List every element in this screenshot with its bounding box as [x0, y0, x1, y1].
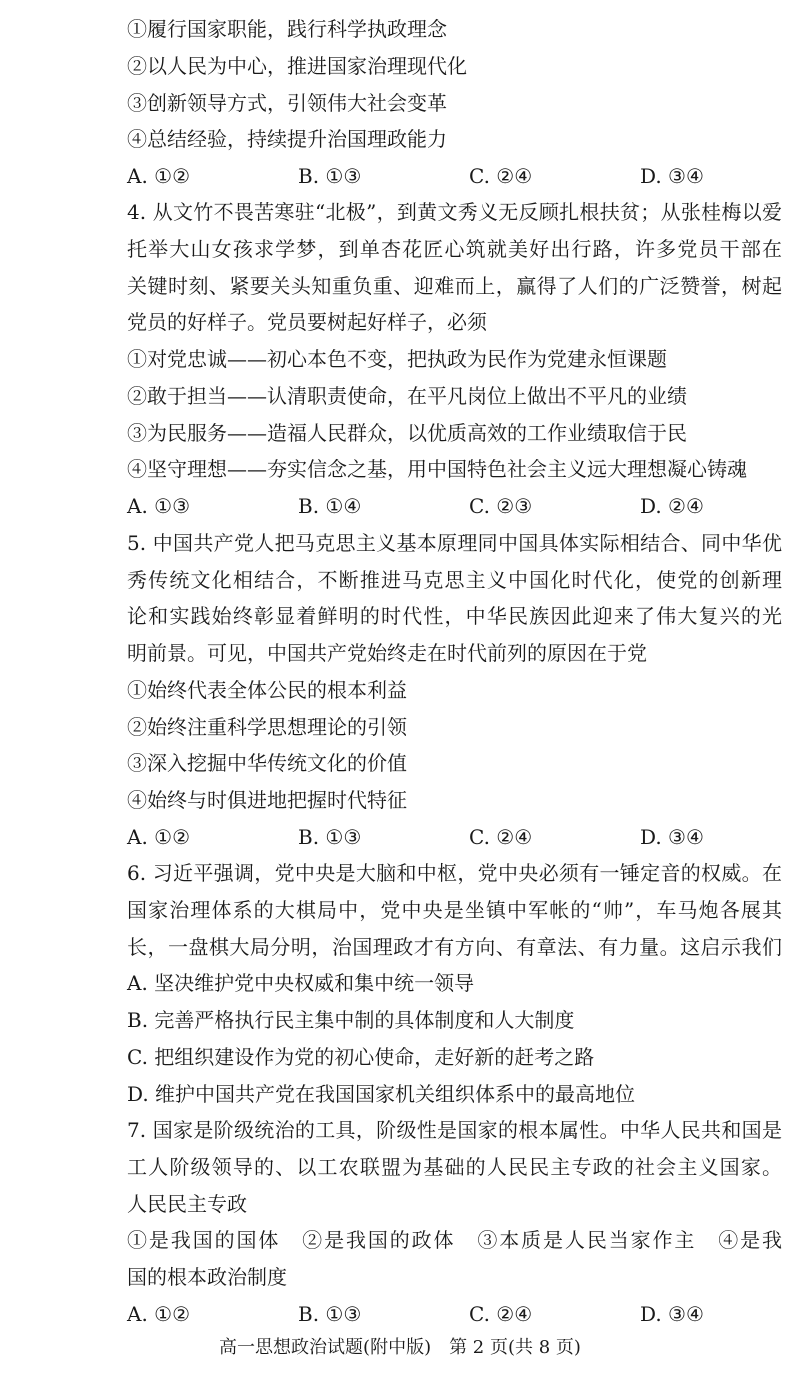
q6-stem-line-2: 国家治理体系的大棋局中，党中央是坐镇中军帐的“帅”，车马炮各展其: [127, 898, 782, 922]
q7-stem-line-2: 工人阶级领导的、以工农联盟为基础的人民民主专政的社会主义国家。: [127, 1155, 782, 1179]
q3-option-1: ①履行国家职能，践行科学执政理念: [127, 17, 447, 41]
q6-choice-c: C. 把组织建设作为党的初心使命，走好新的赶考之路: [127, 1045, 595, 1069]
q4-option-3: ③为民服务——造福人民群众，以优质高效的工作业绩取信于民: [127, 421, 687, 445]
q5-stem-line-2: 秀传统文化相结合，不断推进马克思主义中国化时代化，使党的创新理: [127, 568, 782, 592]
q5-choice-b: B. ①③: [298, 825, 362, 849]
q4-option-2: ②敢于担当——认清职责使命，在平凡岗位上做出不平凡的业绩: [127, 384, 687, 408]
q4-stem-line-1: 4. 从文竹不畏苦寒驻“北极”，到黄文秀义无反顾扎根扶贫；从张桂梅以爱: [127, 200, 782, 224]
q7-stem-line-3: 人民民主专政: [127, 1192, 247, 1216]
q4-choice-b: B. ①④: [298, 494, 362, 518]
q3-option-2: ②以人民为中心，推进国家治理现代化: [127, 54, 467, 78]
q6-choice-a: A. 坚决维护党中央权威和集中统一领导: [127, 971, 475, 995]
q5-option-4: ④始终与时俱进地把握时代特征: [127, 788, 407, 812]
q4-stem-line-2: 托举大山女孩求学梦，到单杏花匠心筑就美好出行路，许多党员干部在: [127, 237, 782, 261]
q7-choice-d: D. ③④: [640, 1302, 704, 1326]
q6-stem-line-3: 长，一盘棋大局分明，治国理政才有方向、有章法、有力量。这启示我们: [127, 935, 782, 959]
q5-choice-d: D. ③④: [640, 825, 704, 849]
page-footer: 高一思想政治试题(附中版) 第 2 页(共 8 页): [219, 1337, 581, 1358]
q7-option-line-2: 国的根本政治制度: [127, 1265, 287, 1289]
q4-option-4: ④坚守理想——夯实信念之基，用中国特色社会主义远大理想凝心铸魂: [127, 457, 747, 481]
q4-stem-line-3: 关键时刻、紧要关头知重负重、迎难而上，赢得了人们的广泛赞誉，树起: [127, 274, 782, 298]
q4-choice-c: C. ②③: [469, 494, 533, 518]
q7-stem-line-1: 7. 国家是阶级统治的工具，阶级性是国家的根本属性。中华人民共和国是: [127, 1118, 782, 1142]
q5-option-1: ①始终代表全体公民的根本利益: [127, 678, 407, 702]
q3-choice-b: B. ①③: [298, 164, 362, 188]
q3-option-4: ④总结经验，持续提升治国理政能力: [127, 127, 447, 151]
q3-choice-d: D. ③④: [640, 164, 704, 188]
q5-option-2: ②始终注重科学思想理论的引领: [127, 715, 407, 739]
q3-choice-c: C. ②④: [469, 164, 533, 188]
q5-option-3: ③深入挖掘中华传统文化的价值: [127, 751, 407, 775]
q4-choice-d: D. ②④: [640, 494, 704, 518]
q3-choice-a: A. ①②: [127, 164, 191, 188]
q6-stem-line-1: 6. 习近平强调，党中央是大脑和中枢，党中央必须有一锤定音的权威。在: [127, 861, 782, 885]
q4-stem-line-4: 党员的好样子。党员要树起好样子，必须: [127, 310, 487, 334]
q5-stem-line-4: 明前景。可见，中国共产党始终走在时代前列的原因在于党: [127, 641, 647, 665]
q5-choice-c: C. ②④: [469, 825, 533, 849]
q7-option-line-1: ①是我国的国体 ②是我国的政体 ③本质是人民当家作主 ④是我: [127, 1228, 782, 1252]
q4-option-1: ①对党忠诚——初心本色不变，把执政为民作为党建永恒课题: [127, 347, 667, 371]
q7-choice-c: C. ②④: [469, 1302, 533, 1326]
q5-choice-a: A. ①②: [127, 825, 191, 849]
q7-choice-a: A. ①②: [127, 1302, 191, 1326]
q6-choice-d: D. 维护中国共产党在我国国家机关组织体系中的最高地位: [127, 1082, 636, 1106]
q5-stem-line-3: 论和实践始终彰显着鲜明的时代性，中华民族因此迎来了伟大复兴的光: [127, 604, 782, 628]
q4-choice-a: A. ①③: [127, 494, 191, 518]
q3-option-3: ③创新领导方式，引领伟大社会变革: [127, 91, 447, 115]
q5-stem-line-1: 5. 中国共产党人把马克思主义基本原理同中国具体实际相结合、同中华优: [127, 531, 782, 555]
q6-choice-b: B. 完善严格执行民主集中制的具体制度和人大制度: [127, 1008, 575, 1032]
q7-choice-b: B. ①③: [298, 1302, 362, 1326]
